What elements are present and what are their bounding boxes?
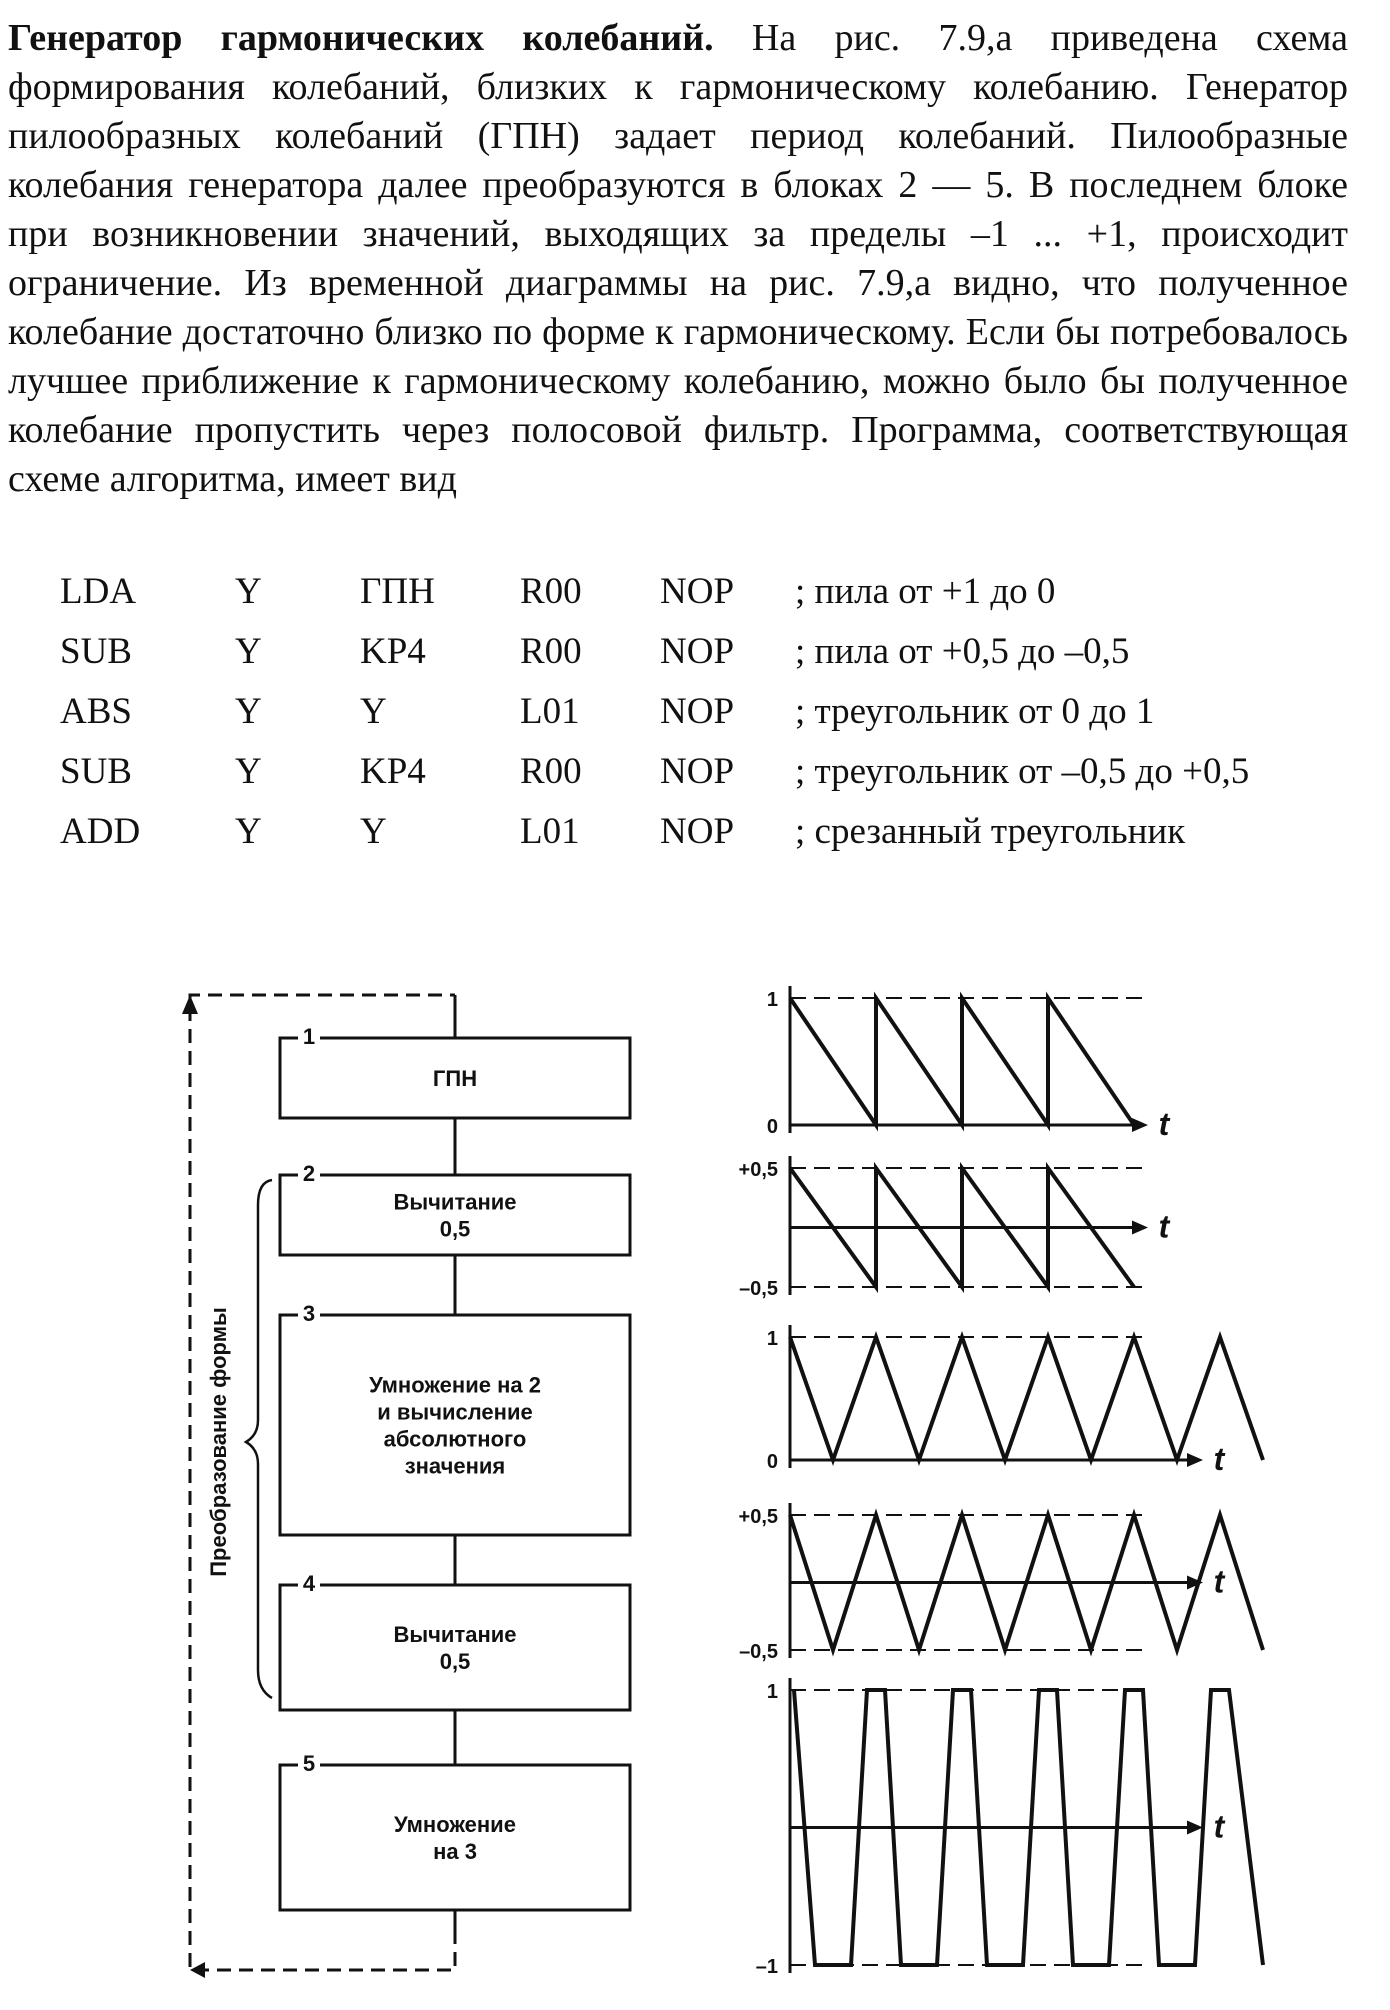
block-1 (280, 1024, 630, 1118)
time-axis-label: t (1213, 1441, 1225, 1477)
level-label-bottom: –0,5 (739, 1641, 778, 1663)
block-number: 4 (302, 1571, 316, 1596)
time-axis-label: t (1213, 1563, 1225, 1600)
waveform-diagram (739, 986, 1263, 1978)
level-label-top: +0,5 (738, 1506, 778, 1528)
block-label-line: Вычитание (393, 1622, 517, 1647)
listing-shift: R00 (520, 751, 582, 792)
block-label-line: ГПН (432, 1066, 478, 1091)
listing-operand-a: Y (235, 751, 262, 792)
block-frame (280, 1585, 630, 1710)
listing-shift: R00 (520, 571, 582, 612)
block-label-line: значения (404, 1453, 506, 1479)
listing-comment: ; треугольник от 0 до 1 (795, 691, 1155, 732)
listing-row (60, 742, 1249, 802)
listing-operand-a: Y (235, 571, 262, 612)
time-axis-label: t (1213, 1808, 1225, 1845)
level-label-top: 1 (766, 989, 778, 1011)
level-label-bottom: 0 (766, 1116, 778, 1138)
loop-arrowhead-bottom (190, 1962, 205, 1978)
block-label-line: 0,5 (439, 1649, 471, 1674)
time-axis-label: t (1158, 1106, 1170, 1142)
block-label-line: Умножение на 2 (369, 1372, 541, 1398)
paragraph-body: На рис. 7.9,а приведена схема формирования колебаний, близких к гармоническому колебанию. Генератор пилообразных колебаний (ГПН) задает период колебаний. Пилообразные колебания генератора далее преобразуются в блоках 2 — 5. В последнем блоке при возникновении значений, выходящих за пределы –1 ... +1, происходит ограничение. Из временной диаграммы на рис. 7.9,а видно, что полученное колебание достаточно близко по форме к гармоническому. Если бы потребовалось лучшее приближение к гармоническому колебанию, можно было бы полученное колебание пропустить через полосовой фильтр. Программа, соответствующая схеме алгоритма, имеет вид (8, 17, 1348, 500)
listing-comment: ; срезанный треугольник (795, 811, 1186, 852)
listing-operand-b: ГПН (360, 571, 435, 612)
block-number: 3 (302, 1301, 316, 1326)
time-axis-arrowhead (1132, 1221, 1148, 1235)
level-label-top: +0,5 (738, 1159, 778, 1181)
time-axis-label: t (1158, 1208, 1170, 1245)
listing-comment: ; пила от +1 до 0 (795, 571, 1056, 612)
listing-operand-b: Y (360, 811, 387, 852)
block-3 (280, 1301, 630, 1535)
listing-mnemonic: ADD (60, 811, 141, 852)
brace (246, 1180, 272, 1698)
listing-operand-b: KP4 (360, 631, 426, 672)
listing-row (60, 562, 1249, 622)
listing-operand-a: Y (235, 631, 262, 672)
signal-trace (790, 1337, 1263, 1460)
signal-trace (790, 998, 1134, 1125)
flowchart (182, 995, 630, 1978)
level-label-top: 1 (766, 1328, 778, 1350)
block-5 (280, 1751, 630, 1910)
listing-row (60, 802, 1249, 862)
listing-flag: NOP (660, 811, 735, 852)
listing-operand-a: Y (235, 691, 262, 732)
level-label-bottom: –0,5 (739, 1278, 778, 1300)
listing-shift: L01 (520, 811, 580, 852)
time-axis-arrowhead (1132, 1118, 1148, 1132)
block-frame (280, 1175, 630, 1255)
listing-mnemonic: SUB (60, 751, 132, 792)
listing-operand-a: Y (235, 811, 262, 852)
waveform-panel-4 (739, 1503, 1263, 1663)
level-label-top: 1 (766, 1681, 778, 1703)
block-frame (280, 1315, 630, 1535)
block-label-line: на 3 (433, 1839, 477, 1864)
block-label-line: и вычисление (377, 1399, 533, 1425)
listing-comment: ; треугольник от –0,5 до +0,5 (795, 751, 1250, 792)
listing-comment: ; пила от +0,5 до –0,5 (795, 631, 1130, 672)
figure-7-9a (0, 930, 1390, 2005)
listing-row (60, 682, 1249, 742)
level-label-bottom: 0 (766, 1451, 778, 1473)
waveform-panel-2 (739, 1156, 1171, 1300)
body-paragraph (8, 14, 1348, 504)
listing-operand-b: Y (360, 691, 387, 732)
paragraph-run-in: Генератор гармонических колебаний. (8, 17, 714, 59)
block-number: 1 (302, 1024, 316, 1049)
block-frame (280, 1765, 630, 1910)
block-number: 5 (302, 1751, 316, 1776)
listing-operand-b: KP4 (360, 751, 426, 792)
brace-label: Преобразование формы (206, 1307, 231, 1577)
listing-mnemonic: LDA (60, 571, 137, 612)
waveform-panel-1 (767, 986, 1171, 1142)
loop-arrowhead-top (182, 995, 198, 1014)
block-label-line: 0,5 (439, 1216, 471, 1242)
listing-flag: NOP (660, 571, 735, 612)
listing-flag: NOP (660, 751, 735, 792)
block-label-line: Вычитание (393, 1189, 517, 1215)
waveform-panel-5 (756, 1678, 1263, 1978)
level-label-bottom: –1 (755, 1956, 778, 1978)
listing-mnemonic: ABS (60, 691, 132, 732)
block-number: 2 (302, 1161, 316, 1186)
listing-mnemonic: SUB (60, 631, 132, 672)
listing-flag: NOP (660, 631, 735, 672)
block-2 (280, 1161, 630, 1255)
waveform-panel-3 (767, 1325, 1263, 1477)
listing-shift: R00 (520, 631, 582, 672)
listing-flag: NOP (660, 691, 735, 732)
block-label-line: абсолютного (383, 1426, 527, 1452)
listing-shift: L01 (520, 691, 580, 732)
block-4 (280, 1571, 630, 1710)
time-axis-arrowhead (1187, 1821, 1203, 1835)
block-label-line: Умножение (394, 1812, 516, 1837)
listing-row (60, 622, 1249, 682)
time-axis-arrowhead (1187, 1453, 1203, 1467)
program-listing (60, 562, 1249, 862)
